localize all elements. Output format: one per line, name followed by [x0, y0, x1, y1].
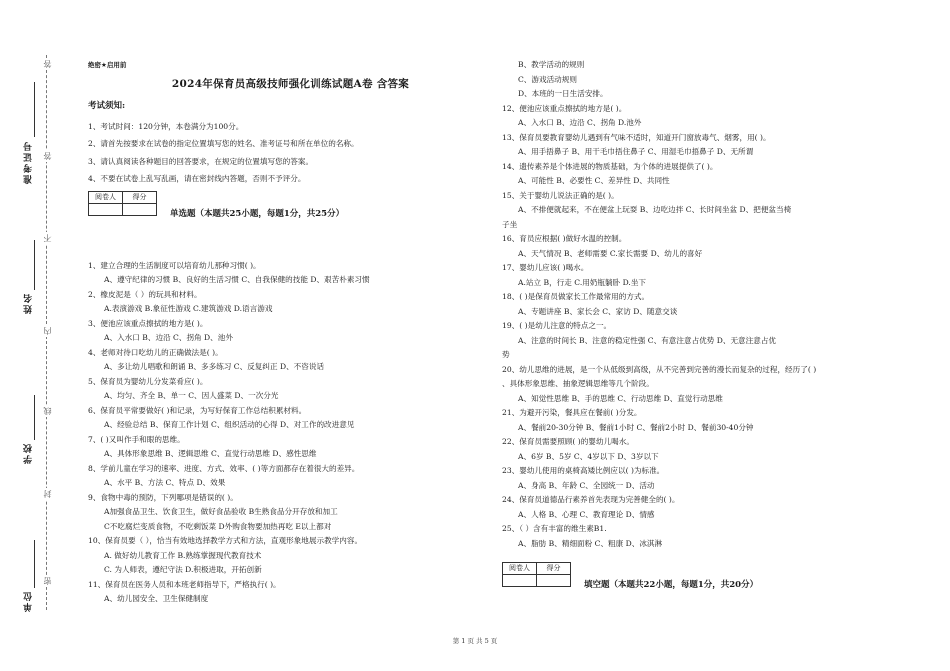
- section-title-fill-blank: 填空题（本题共22小题，每题1分，共20分）: [584, 580, 759, 590]
- seal-word: 封: [43, 490, 52, 498]
- question-text: 24、保育员道德品行素养首先表现为完善健全的( )。: [502, 495, 680, 504]
- seal-word: 密: [43, 577, 52, 585]
- score-label: 得分: [537, 563, 571, 575]
- answer-options: A、6岁 B、5岁 C、4岁以下 D、3岁以下: [518, 451, 659, 461]
- question-text: 10、保育员要（ ），恰当有效地选择教学方式和方法，直观形象地展示教学内容。: [88, 536, 363, 545]
- instruction-item: 1、考试时间：120分钟，本卷满分为100分。: [88, 121, 244, 131]
- question-text: 22、保育员需要照顾( )的婴幼儿喝水。: [502, 437, 634, 446]
- field-underline: [34, 82, 35, 137]
- section-title-single-choice: 单选题（本题共25小题，每题1分，共25分）: [170, 208, 345, 219]
- question-text: 21、为避开污染，餐具应在餐前( )分发。: [502, 408, 642, 417]
- question-text: 11、保育员在医务人员和本班老师指导下，严格执行( )。: [88, 579, 281, 589]
- grader-cell[interactable]: [503, 575, 537, 587]
- score-cell[interactable]: [123, 203, 157, 215]
- answer-options: A、入水口 B、边沿 C、拐角 D、池外: [104, 333, 233, 342]
- answer-options: A、人格 B、心理 C、教育理论 D、情感: [518, 509, 655, 519]
- answer-options: D、本班的一日生活安排。: [518, 89, 608, 98]
- answer-options: A、水平 B、方法 C、特点 D、效果: [104, 478, 226, 487]
- answer-options: A. 做好幼儿教育工作 B.熟练掌握现代教育技术: [104, 550, 262, 560]
- question-text: 20、幼儿思维的进展，是一个从低级到高级，从不完善到完善的漫长而复杂的过程，经历了( ): [502, 364, 817, 374]
- answer-options: A、餐前20-30分钟 B、餐前1小时 C、餐前2小时 D、餐前30-40分钟: [518, 422, 754, 432]
- field-label-exam-number: 准考证号: [24, 140, 34, 184]
- question-text: 2、橡皮泥是（ ）的玩具和材料。: [88, 289, 202, 299]
- seal-word: 答: [43, 60, 52, 68]
- question-text: 25、（ ）含有丰富的维生素B1.: [502, 524, 607, 533]
- score-box-section2: [502, 562, 882, 596]
- question-text: 17、婴幼儿应该( )喝水。: [502, 263, 589, 272]
- score-cell[interactable]: [537, 575, 571, 587]
- question-text: 12、便池应该重点擦拭的地方是( )。: [502, 103, 627, 113]
- answer-options: A、入水口 B、边沿 C、拐角 D.池外: [518, 118, 642, 127]
- spacer: [88, 227, 493, 259]
- answer-options: A、身高 B、年龄 C、全园统一 D、活动: [518, 480, 655, 490]
- field-underline: [34, 395, 35, 440]
- page-footer: 第 1 页 共 5 页: [452, 637, 498, 645]
- answer-options: C不吃腐烂变质食物，不吃剩饭菜 D外购食物要加热再吃 E以上都对: [104, 521, 332, 531]
- answer-options: A、具体形象思维 B、逻辑思维 C、直觉行动思维 D、感性思维: [104, 449, 317, 458]
- left-column: [88, 58, 493, 607]
- instruction-item: 2、请首先按要求在试卷的指定位置填写您的姓名、准考证号和所在单位的名称。: [88, 139, 359, 148]
- score-label: 得分: [123, 191, 157, 203]
- question-text: 13、保育员要教育婴幼儿遇到有气味不适时，知道开门窗放毒气、烟雾，用( )。: [502, 132, 771, 142]
- right-column: [502, 58, 892, 551]
- question-text: 14、遗传素养是个体进展的物质基础，为个体的进展提供了( )。: [502, 161, 718, 171]
- exam-title: 2024年保育员高级技师强化训练试题A卷 含答案: [171, 77, 410, 90]
- answer-options: A、幼儿园安全、卫生保健制度: [104, 594, 209, 603]
- question-text: 23、婴幼儿使用的桌椅高矮比例应以( )为标准。: [502, 466, 665, 475]
- question-text: 子坐: [502, 219, 518, 229]
- question-text: 6、保育员平常要做好( )和记录，为写好保育工作总结积累材料。: [88, 405, 307, 415]
- question-text: 7、( )又叫作手和眼的思维。: [88, 434, 185, 444]
- question-text: 15、关于婴幼儿说法正确的是( )。: [502, 190, 619, 200]
- answer-options: C. 为人师表，遵纪守法 D.积极进取，开拓创新: [104, 565, 262, 574]
- question-text: 1、建立合理的生活制度可以培育幼儿那种习惯( )。: [88, 260, 261, 270]
- instruction-item: 3、请认真阅读各种题目的回答要求，在规定的位置填写您的答案。: [88, 156, 314, 166]
- seal-word: 不: [43, 234, 52, 242]
- answer-options: A.站立 B，行走 C.用奶瓶躺卧 D.坐下: [518, 277, 647, 287]
- answer-options: A、天气情况 B、老师需要 C.家长需要 D、幼儿的喜好: [518, 248, 703, 258]
- field-label-name: 姓名: [24, 292, 34, 314]
- question-text: 18、( )是保育员做家长工作最常用的方式。: [502, 292, 650, 301]
- field-underline: [34, 240, 35, 290]
- answer-options: A、用手捂鼻子 B、用干毛巾捂住鼻子 C、用湿毛巾捂鼻子 D、无所谓: [518, 147, 754, 156]
- secret-mark: 绝密★启用前: [88, 61, 127, 69]
- seal-word: 答: [43, 152, 52, 160]
- field-label-unit: 单位: [24, 590, 34, 612]
- answer-options: A、多让幼儿唱歌和朗诵 B、多多练习 C、反复纠正 D、不咨说话: [104, 362, 325, 371]
- answer-options: A、均匀、齐全 B、单一 C、因人盛菜 D、一次分光: [104, 391, 279, 400]
- answer-options: A、可能性 B、必要性 C、差异性 D、共同性: [518, 176, 670, 185]
- question-text: 3、便池应该重点擦拭的地方是( )。: [88, 318, 208, 328]
- binding-margin: [0, 0, 70, 671]
- question-text: 5、保育员为婴幼儿分发菜肴应( )。: [88, 376, 208, 386]
- question-list-right: [502, 58, 892, 551]
- field-underline: [34, 540, 35, 588]
- grader-label: 阅卷人: [89, 191, 123, 203]
- answer-options: A、经验总结 B、保育工作计划 C、组织活动的心得 D、对工作的改进意见: [104, 420, 355, 429]
- question-text: 、具体形象思维、抽象逻辑思维等几个阶段。: [502, 379, 654, 388]
- answer-options: A、不排便就起来，不在便盆上玩耍 B、边吃边拌 C、长时间坐盆 D、把便盆当椅: [518, 205, 792, 214]
- grader-cell[interactable]: [89, 203, 123, 215]
- score-box-section1: [88, 191, 493, 225]
- grader-label: 阅卷人: [503, 563, 537, 575]
- answer-options: B、教学活动的规则: [518, 60, 585, 69]
- question-text: 势: [502, 350, 510, 359]
- answer-options: C、游戏活动规则: [518, 74, 577, 84]
- instructions-heading: 考试须知:: [88, 101, 126, 111]
- answer-options: A、知觉性思维 B、手的思维 C、行动思维 D、直觉行动思维: [518, 393, 723, 403]
- question-text: 19、( )是幼儿注意的特点之一。: [502, 321, 612, 330]
- seal-word: 内: [43, 327, 52, 335]
- answer-options: A、脂肪 B、精细面粉 C、粗康 D、冰淇淋: [518, 538, 663, 548]
- instruction-item: 4、不要在试卷上乱写乱画，请在密封线内答题，否则不予评分。: [88, 174, 306, 183]
- answer-options: A、遵守纪律的习惯 B、良好的生活习惯 C、自我保健的技能 D、艰苦朴素习惯: [104, 275, 370, 284]
- score-table: [88, 191, 157, 216]
- answer-options: A、专题讲座 B、家长会 C、家访 D、随意交谈: [518, 306, 678, 316]
- seal-word: 线: [43, 407, 52, 415]
- question-text: 9、食物中毒的预防，下列哪项是错误的( )。: [88, 492, 238, 502]
- question-list-left: [88, 259, 493, 607]
- question-text: 16、育员应根据( )做好水温的控制。: [502, 234, 627, 243]
- field-label-school: 学校: [24, 442, 34, 464]
- question-text: 4、老师对待口吃幼儿的正确做法是( )。: [88, 347, 223, 357]
- question-text: 8、学前儿童在学习的速率、进度、方式、效率、( )等方面都存在着很大的差异。: [88, 463, 360, 473]
- answer-options: A、注意的时间长 B、注意的稳定性强 C、有意注意占优势 D、无意注意占优: [518, 335, 777, 345]
- answer-options: A.表演游戏 B.象征性游戏 C.建筑游戏 D.语言游戏: [104, 304, 273, 313]
- answer-options: A加强食品卫生、饮食卫生，做好食品验收 B生熟食品分开存放和加工: [104, 507, 338, 516]
- score-table: [502, 562, 571, 587]
